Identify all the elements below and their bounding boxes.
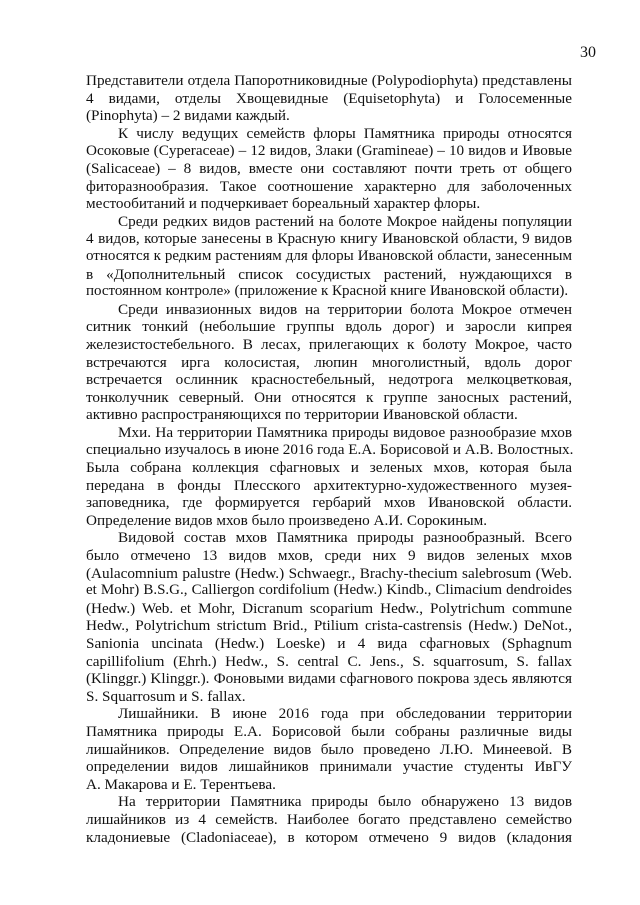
text-line: ситник тонкий (небольшие группы вдоль дорог) и заросли кипрея xyxy=(86,318,572,336)
text-line: (Salicaceae) – 8 видов, вместе они составляют почти треть от общего xyxy=(86,159,572,177)
body-text xyxy=(86,72,572,846)
text-line: capillifolium (Ehrh.) Hedw., S. central C. Jens., S. squarrosum, S. fallax xyxy=(86,652,572,670)
text-line: Представители отдела Папоротниковидные (Polypodiophyta) представлены xyxy=(86,72,572,89)
text-line: фиторазнообразия. Такое соотношение характерно для заболоченных xyxy=(86,177,572,195)
text-line: et Mohr) B.S.G., Calliergon cordifolium (Hedw.) Kindb., Climacium dendroides xyxy=(86,582,572,599)
text-line: 4 видов, которые занесены в Красную книгу Ивановской области, 9 видов xyxy=(86,230,572,248)
text-line: передана в фонды Плесского архитектурно-художественного музея- xyxy=(86,476,572,494)
text-line: тонколучник северный. Они относятся к группе заносных растений, xyxy=(86,388,572,406)
text-line: было отмечено 13 видов мхов, среди них 9 видов зеленых мхов xyxy=(86,547,572,565)
text-line: Осоковые (Cyperaceae) – 12 видов, Злаки (Gramineae) – 10 видов и Ивовые xyxy=(86,142,572,160)
text-line: лишайников. Определение видов было проведено Л.Ю. Минеевой. В xyxy=(86,740,572,758)
text-line: К числу ведущих семейств флоры Памятника природы относятся xyxy=(118,124,572,142)
text-line: Была собрана коллекция сфагновых и зеленых мхов, которая была xyxy=(86,459,572,477)
text-line: относятся к редким растениям для флоры Ивановской области, занесенным xyxy=(86,247,572,264)
text-line: (Aulacomnium palustre (Hedw.) Schwaegr., Brachy-thecium salebrosum (Web. xyxy=(86,564,572,582)
page-number: 30 xyxy=(580,44,596,61)
text-line: А. Макарова и Е. Терентьева. xyxy=(86,775,276,793)
text-line: На территории Памятника природы было обнаружено 13 видов xyxy=(118,793,572,811)
text-line: кладониевые (Cladoniaceae), в котором отмечено 9 видов (кладония xyxy=(86,828,572,846)
text-line: Видовой состав мхов Памятника природы разнообразный. Всего xyxy=(118,529,572,547)
text-line: (Pinophyta) – 2 видами каждый. xyxy=(86,107,290,125)
text-line: Среди редких видов растений на болоте Мокрое найдены популяции xyxy=(118,212,572,230)
text-line: железистостебельного. В лесах, прилегающих к болоту Мокрое, часто xyxy=(86,335,572,353)
text-line: Памятника природы Е.А. Борисовой были собраны различные виды xyxy=(86,722,572,740)
text-line: S. Squarrosum и S. fallax. xyxy=(86,687,246,705)
text-line: (Hedw.) Web. et Mohr, Dicranum scoparium Hedw., Polytrichum commune xyxy=(86,599,572,617)
text-line: встречается ослинник красностебельный, недотрога мелкоцветковая, xyxy=(86,371,572,389)
text-line: Hedw., Polytrichum strictum Brid., Ptilium crista-castrensis (Hedw.) DeNot., xyxy=(86,617,572,635)
text-line: определении видов лишайников принимали участие студенты ИвГУ xyxy=(86,758,572,776)
text-line: встречаются ирга колосистая, люпин многолистный, вдоль дорог xyxy=(86,353,572,371)
text-line: постоянном контроле» (приложение к Красной книге Ивановской области). xyxy=(86,283,569,300)
text-line: заповедника, где формируется гербарий мхов Ивановской области. xyxy=(86,494,572,512)
text-line: Мхи. На территории Памятника природы видовое разнообразие мхов xyxy=(118,423,572,441)
text-line: в «Дополнительный список сосудистых растений, нуждающихся в xyxy=(86,265,572,283)
text-line: местообитаний и подчеркивает бореальный характер флоры. xyxy=(86,195,481,213)
text-line: (Klinggr.) Klinggr.). Фоновыми видами сфагнового покрова здесь являются xyxy=(86,670,572,688)
text-line: Определение видов мхов было произведено А.И. Сорокиным. xyxy=(86,511,488,529)
text-line: Среди инвазионных видов на территории болота Мокрое отмечен xyxy=(118,300,572,318)
text-line: 4 видами, отделы Хвощевидные (Equisetophyta) и Голосеменные xyxy=(86,89,572,107)
text-line: Лишайники. В июне 2016 года при обследовании территории xyxy=(118,705,572,723)
text-line: активно распространяющихся по территории Ивановской области. xyxy=(86,406,518,424)
text-line: Sanionia uncinata (Hedw.) Loeske) и 4 вида сфагновых (Sphagnum xyxy=(86,635,572,652)
text-line: специально изучалось в июне 2016 года Е.А. Борисовой и А.В. Волостных. xyxy=(86,441,574,459)
text-line: лишайников из 4 семейств. Наиболее богато представлено семейство xyxy=(86,810,572,828)
